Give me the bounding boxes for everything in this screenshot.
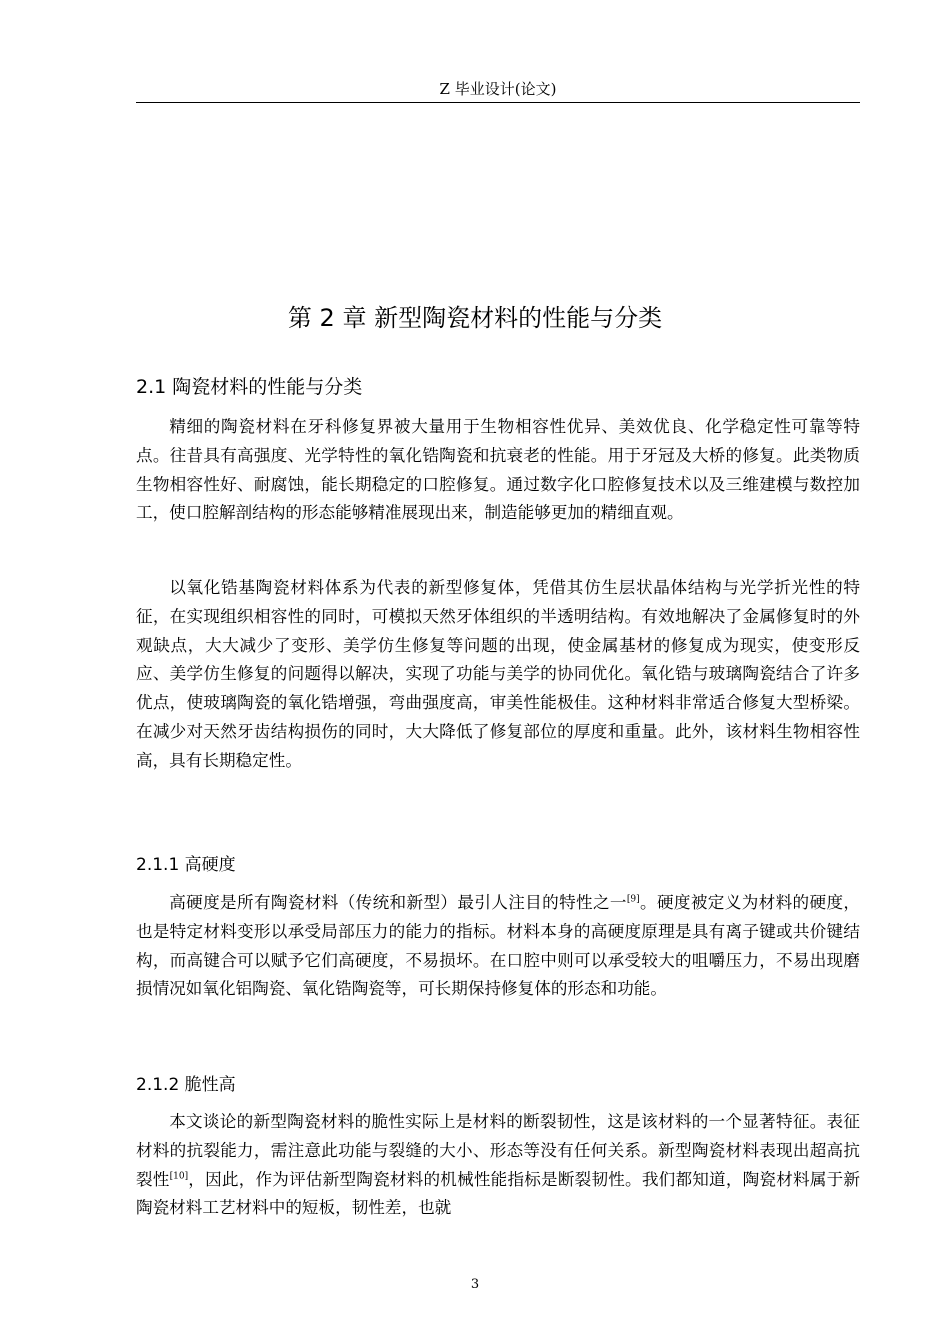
section-heading-2-1-1: 2.1.1 高硬度 [136,855,236,875]
citation-ref: [9] [626,894,640,905]
paragraph-2-1-2 [136,1108,860,1223]
section-heading-2-1-2: 2.1.2 脆性高 [136,1075,236,1095]
chapter-title: 第 2 章 新型陶瓷材料的性能与分类 [287,304,663,332]
paragraph-text: 高硬度是所有陶瓷材料（传统和新型）最引人注目的特性之一 [169,893,627,912]
paragraph-text: 本文谈论的新型陶瓷材料的脆性实际上是材料的断裂韧性，这是该材料的一个显著特征。表征材料的抗裂能力，需注意此功能与裂缝的大小、形态等没有任何关系。新型陶瓷材料表现出超高抗裂性 [136,1112,860,1189]
paragraph-text: ，因此，作为评估新型陶瓷材料的机械性能指标是断裂韧性。我们都知道，陶瓷材料属于新陶瓷材料工艺材料中的短板，韧性差，也就 [136,1169,861,1218]
page-number: 3 [470,1277,480,1292]
header-rule [136,102,860,103]
paragraph-text: 。硬度被定义为材料的硬度，也是特定材料变形以承受局部压力的能力的指标。材料本身的高硬度原理是具有离子键或共价键结构，而高键合可以赋予它们高硬度，不易损坏。在口腔中则可以承受较大的咀嚼压力，不易出现磨损情况如氧化铝陶瓷、氧化锆陶瓷等，可长期保持修复体的形态和功能。 [136,893,861,999]
paragraph-2-1-a: 精细的陶瓷材料在牙科修复界被大量用于生物相容性优异、美效优良、化学稳定性可靠等特点。往昔具有高强度、光学特性的氧化锆陶瓷和抗衰老的性能。用于牙冠及大桥的修复。此类物质生物相容性好、耐腐蚀，能长期稳定的口腔修复。通过数字化口腔修复技术以及三维建模与数控加工，使口腔解剖结构的形态能够精准展现出来，制造能够更加的精细直观。 [136,417,860,523]
section-heading-2-1: 2.1 陶瓷材料的性能与分类 [136,376,363,398]
paragraph-2-1-b: 以氧化锆基陶瓷材料体系为代表的新型修复体，凭借其仿生层状晶体结构与光学折光性的特征，在实现组织相容性的同时，可模拟天然牙体组织的半透明结构。有效地解决了金属修复时的外观缺点，大大减少了变形、美学仿生修复等问题的出现，使金属基材的修复成为现实，使变形反应、美学仿生修复的问题得以解决，实现了功能与美学的协同优化。氧化锆与玻璃陶瓷结合了许多优点，使玻璃陶瓷的氧化锆增强，弯曲强度高，审美性能极佳。这种材料非常适合修复大型桥梁。在减少对天然牙齿结构损伤的同时，大大降低了修复部位的厚度和重量。此外，该材料生物相容性高，具有长期稳定性。 [136,578,860,770]
running-header: Z 毕业设计(论文) [439,80,557,98]
paragraph-2-1-1 [136,889,860,1004]
citation-ref: [10] [169,1171,189,1182]
